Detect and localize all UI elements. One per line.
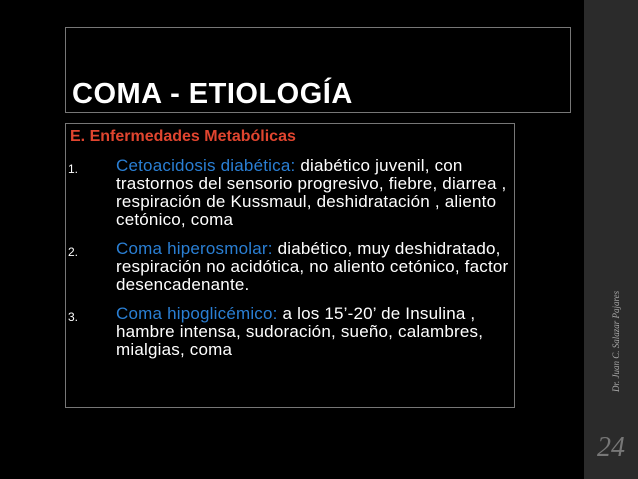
list-item [66, 157, 512, 229]
item-description: diabético juvenil, con trastornos del sensorio progresivo, fiebre, diarrea , respiración de Kussmaul, deshidratación , aliento cetónico, coma [116, 156, 507, 229]
section-subtitle: E. Enfermedades Metabólicas [70, 128, 296, 145]
page-number: 24 [597, 432, 625, 463]
item-term: Coma hipoglicémico: [116, 304, 278, 323]
author-credit: Dr. Juan C. Salazar Pajares [611, 290, 621, 392]
item-term: Coma hiperosmolar: [116, 239, 273, 258]
etiology-list [66, 157, 512, 370]
slide-title: COMA - ETIOLOGÍA [72, 78, 353, 110]
item-text [116, 240, 512, 294]
item-description: diabético, muy deshidratado, respiración no acidótica, no aliento cetónico, factor desencadenante. [116, 239, 509, 294]
item-description: a los 15’-20’ de Insulina , hambre intensa, sudoración, sueño, calambres, mialgias, coma [116, 304, 484, 359]
item-number: 3. [68, 310, 79, 324]
item-term: Cetoacidosis diabética: [116, 156, 296, 175]
title-box [65, 27, 571, 113]
item-number: 2. [68, 245, 79, 259]
content-box [65, 123, 515, 408]
list-item [66, 305, 512, 359]
sidebar-panel [584, 0, 638, 479]
item-text [116, 305, 512, 359]
item-number: 1. [68, 162, 79, 176]
list-item [66, 240, 512, 294]
item-text [116, 157, 512, 229]
